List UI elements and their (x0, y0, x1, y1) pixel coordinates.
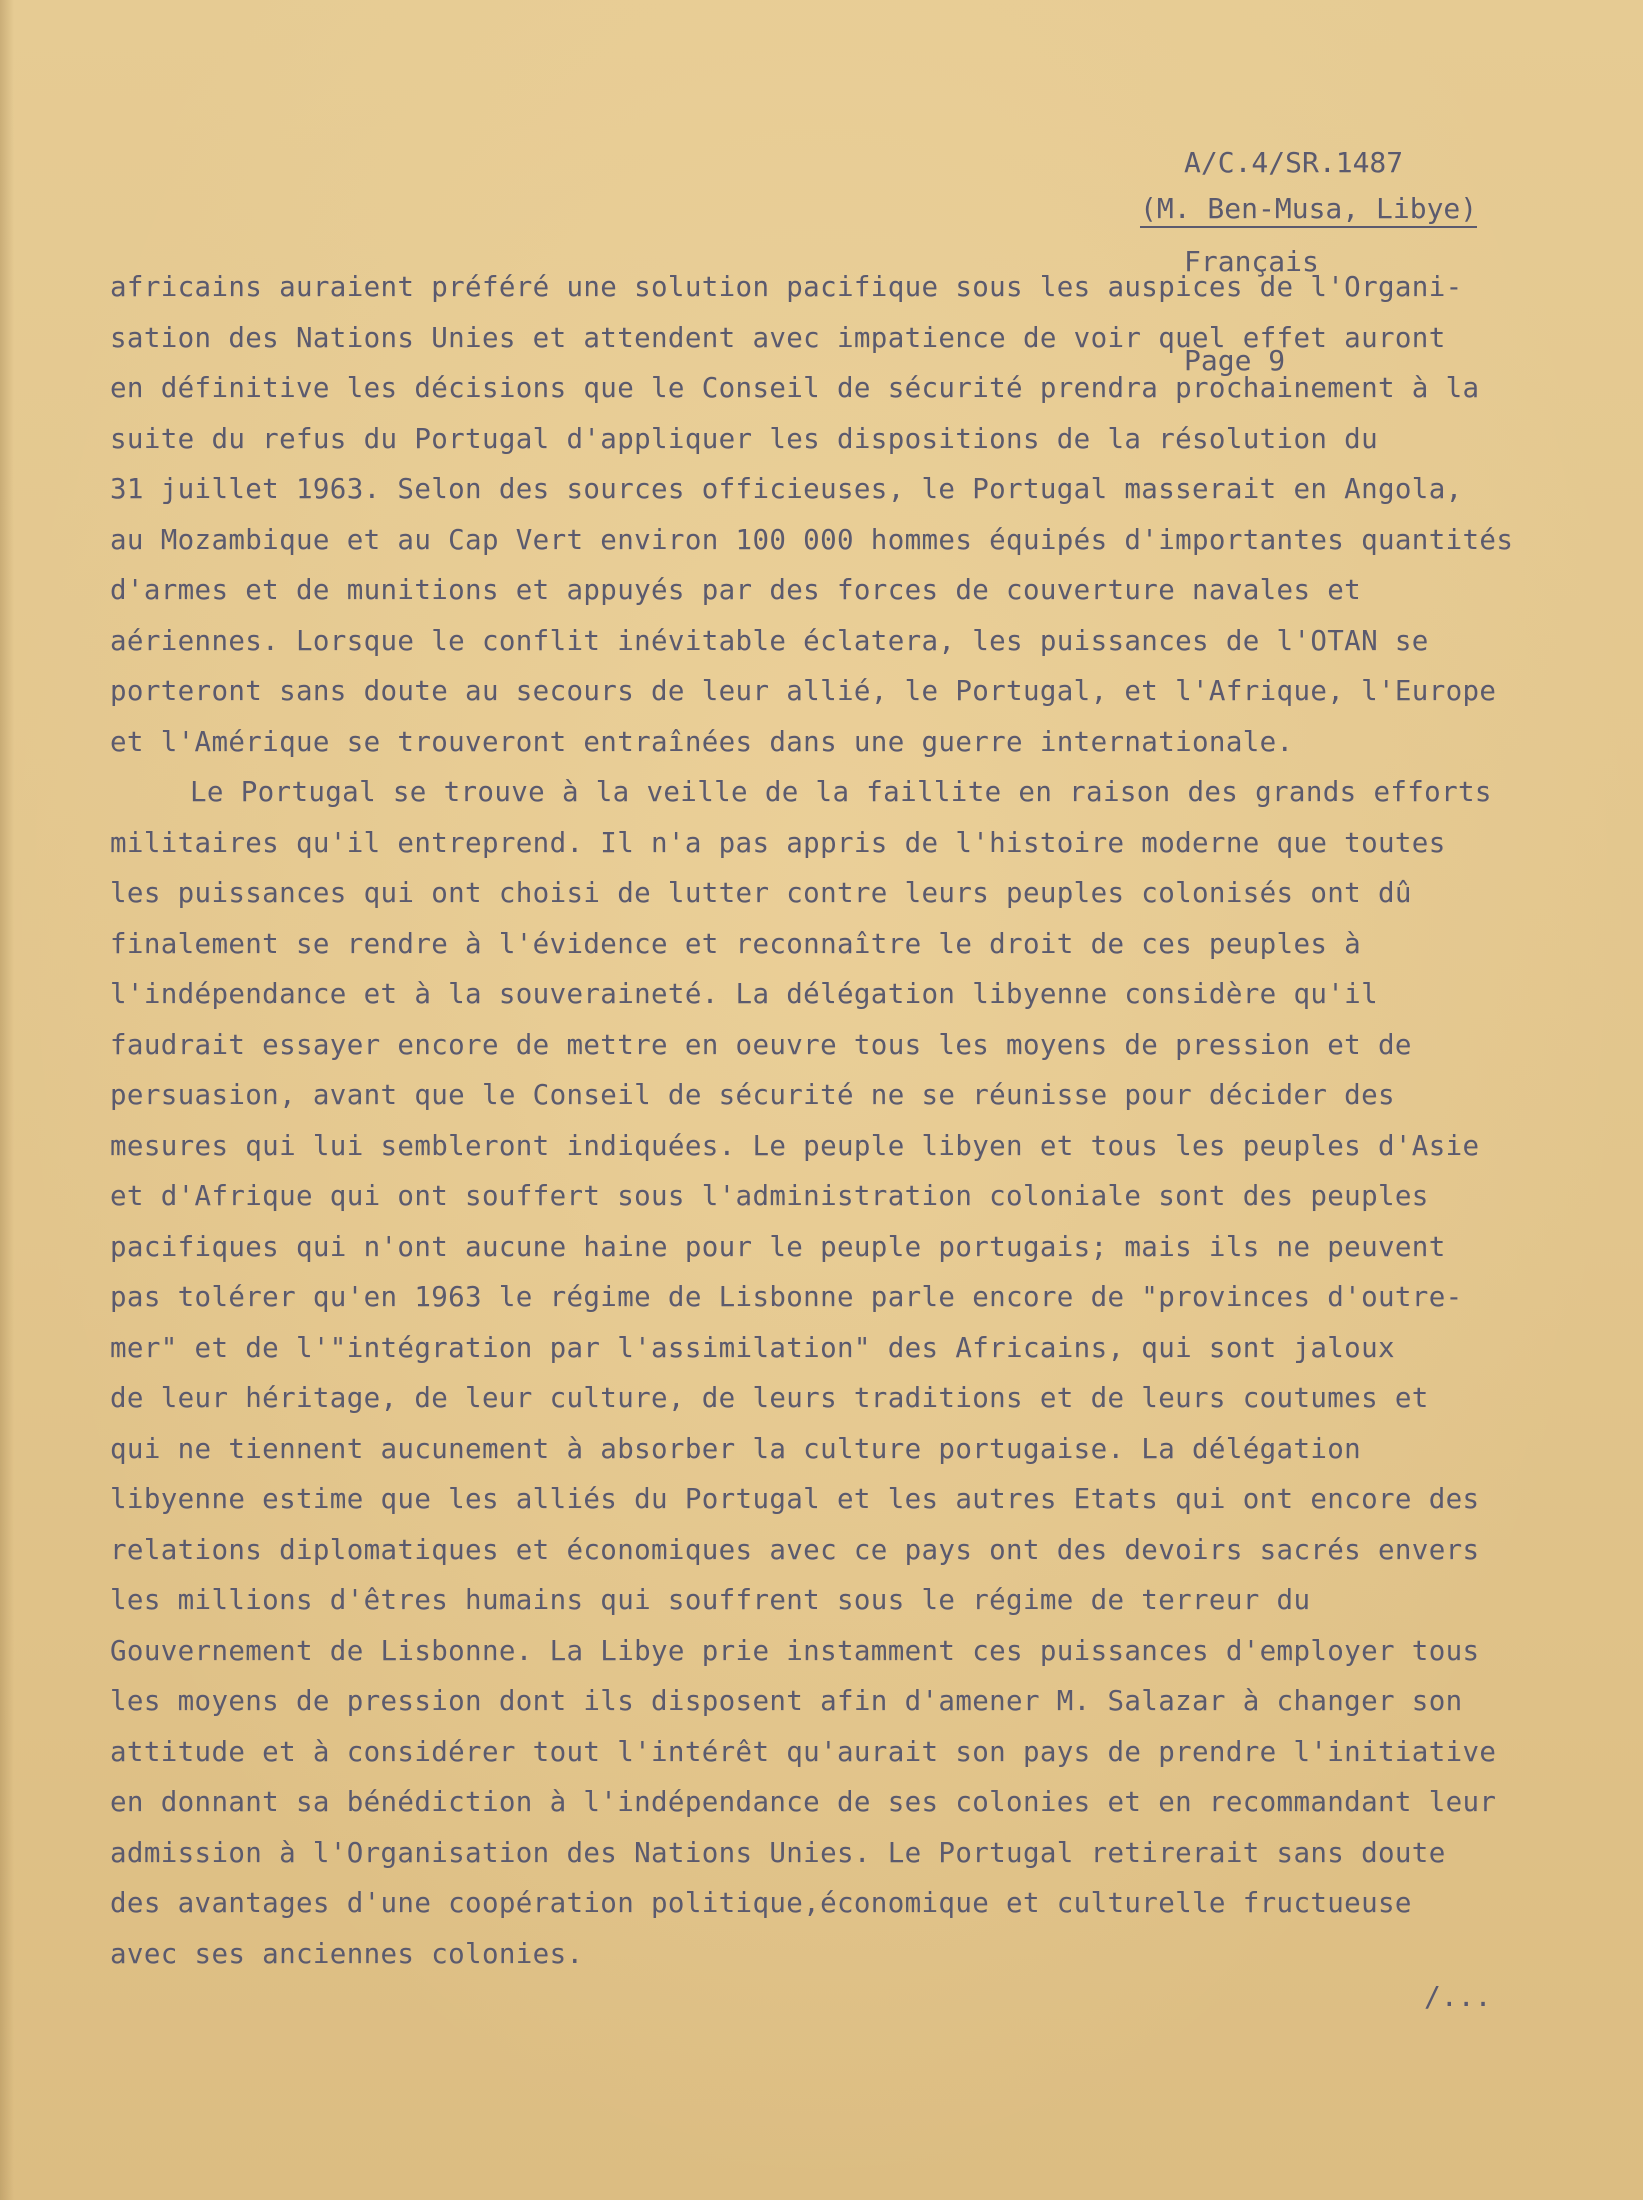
text-line: finalement se rendre à l'évidence et reconnaître le droit de ces peuples à (110, 927, 1362, 960)
text-line: en donnant sa bénédiction à l'indépendance de ses colonies et en recommandant leur (110, 1786, 1497, 1818)
text-line: pas tolérer qu'en 1963 le régime de Lisbonne parle encore de "provinces d'outre- (110, 1281, 1463, 1313)
text-line: africains auraient préféré une solution pacifique sous les auspices de l'Organi- (110, 271, 1463, 303)
text-line: sation des Nations Unies et attendent avec impatience de voir quel effet auront (110, 321, 1446, 354)
text-line: les millions d'êtres humains qui souffrent sous le régime de terreur du (110, 1584, 1311, 1616)
text-line: avec ses anciennes colonies. (110, 1937, 584, 1970)
text-line: les puissances qui ont choisi de lutter contre leurs peuples colonisés ont dû (110, 877, 1412, 909)
text-line: attitude et à considérer tout l'intérêt qu'aurait son pays de prendre l'initiative (110, 1735, 1497, 1768)
text-line: militaires qu'il entreprend. Il n'a pas appris de l'histoire moderne que toutes (110, 826, 1446, 859)
speaker-label (1140, 192, 1477, 225)
text-line: suite du refus du Portugal d'appliquer les dispositions de la résolution du (110, 422, 1378, 455)
text-line: mesures qui lui sembleront indiquées. Le peuple libyen et tous les peuples d'Asie (110, 1129, 1480, 1162)
text-line: 31 juillet 1963. Selon des sources officieuses, le Portugal masserait en Angola, (110, 473, 1463, 505)
text-line: pacifiques qui n'ont aucune haine pour le peuple portugais; mais ils ne peuvent (110, 1230, 1446, 1263)
document-language: Français (1184, 245, 1319, 278)
text-line: les moyens de pression dont ils disposent afin d'amener M. Salazar à changer son (110, 1685, 1463, 1717)
text-line: persuasion, avant que le Conseil de sécurité ne se réunisse pour décider des (110, 1079, 1395, 1111)
text-line: libyenne estime que les alliés du Portugal et les autres Etats qui ont encore des (110, 1483, 1480, 1515)
speaker-name: (M. Ben-Musa, Libye) (1140, 192, 1477, 228)
text-line: des avantages d'une coopération politique,économique et culturelle fructueuse (110, 1887, 1412, 1919)
text-line: d'armes et de munitions et appuyés par des forces de couverture navales et (110, 574, 1362, 606)
page-number: Page 9 (1184, 344, 1286, 377)
text-line: l'indépendance et à la souveraineté. La délégation libyenne considère qu'il (110, 978, 1378, 1010)
text-line: mer" et de l'"intégration par l'assimilation" des Africains, qui sont jaloux (110, 1331, 1395, 1364)
text-line: en définitive les décisions que le Conseil de sécurité prendra prochainement à la (110, 372, 1480, 404)
text-line: faudrait essayer encore de mettre en oeuvre tous les moyens de pression et de (110, 1028, 1412, 1061)
continuation-mark: /... (1424, 1980, 1492, 2013)
paragraph (110, 767, 1610, 1979)
text-line: et d'Afrique qui ont souffert sous l'administration coloniale sont des peuples (110, 1180, 1429, 1212)
text-line: aériennes. Lorsque le conflit inévitable éclatera, les puissances de l'OTAN se (110, 624, 1429, 657)
text-line: porteront sans doute au secours de leur allié, le Portugal, et l'Afrique, l'Europe (110, 675, 1497, 707)
text-line: admission à l'Organisation des Nations Unies. Le Portugal retirerait sans doute (110, 1836, 1446, 1869)
text-line: Le Portugal se trouve à la veille de la faillite en raison des grands efforts (190, 776, 1492, 808)
text-line: et l'Amérique se trouveront entraînées dans une guerre internationale. (110, 725, 1294, 758)
text-line: relations diplomatiques et économiques avec ce pays ont des devoirs sacrés envers (110, 1533, 1480, 1566)
document-body (110, 262, 1610, 1979)
document-symbol: A/C.4/SR.1487 (1184, 146, 1404, 179)
text-line: qui ne tiennent aucunement à absorber la culture portugaise. La délégation (110, 1432, 1362, 1465)
text-line: Gouvernement de Lisbonne. La Libye prie instamment ces puissances d'employer tous (110, 1634, 1480, 1667)
text-line: de leur héritage, de leur culture, de leurs traditions et de leurs coutumes et (110, 1382, 1429, 1414)
text-line: au Mozambique et au Cap Vert environ 100 000 hommes équipés d'importantes quantités (110, 523, 1514, 556)
paragraph (110, 262, 1610, 767)
